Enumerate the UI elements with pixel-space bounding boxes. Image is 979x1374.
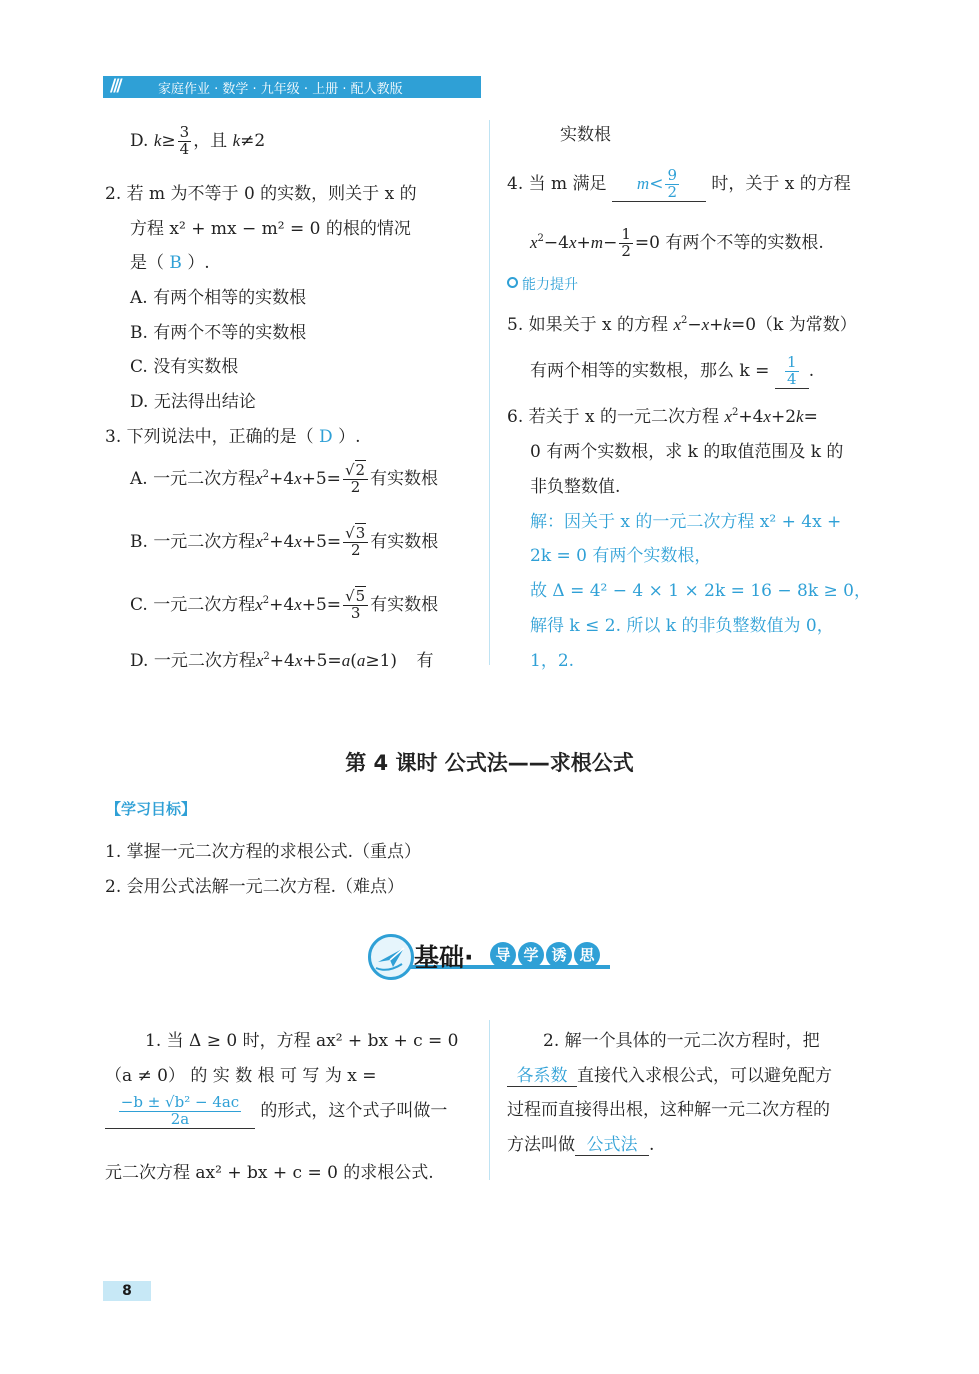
banner-plane-icon (368, 934, 414, 980)
page-number: 8 (103, 1281, 151, 1301)
basics-q2-line-2: 各系数 直接代入求根公式，可以避免配方 (507, 1061, 832, 1087)
basics-q1-line-1: 1. 当 Δ ≥ 0 时，方程 ax² + bx + c = 0 (145, 1031, 459, 1051)
q3-option-a: A. 一元二次方程$x^2+4x+5=$ $\frac{√2}{2}$ 有实数根 (130, 461, 439, 496)
circle-bullet-icon (507, 277, 518, 288)
q3-option-d: D. 一元二次方程$x^2+4x+5=a(a\ge 1)$ 有 (130, 651, 434, 671)
q4-line-1: 4. 当 m 满足 m< $\frac{9}{2}$ 时，关于 x 的方程 (507, 166, 851, 201)
q2-option-b: B. 有两个不等的实数根 (130, 323, 307, 343)
q3-option-c: C. 一元二次方程$x^2+4x+5=$ $\frac{√5}{3}$ 有实数根 (130, 587, 439, 622)
basics-q1-line-4: 元二次方程 ax² + bx + c = 0 的求根公式. (105, 1163, 434, 1183)
q2-line-2: 方程 x² + mx − m² = 0 的根的情况 (130, 219, 411, 239)
q5-answer: $\frac{1}{4}$ (775, 355, 809, 389)
q6-solution-line-1: 解：因关于 x 的一元二次方程 x² + 4x + (530, 512, 842, 532)
basics-q2-line-4: 方法叫做 公式法 . (507, 1130, 654, 1156)
q2-option-c: C. 没有实数根 (130, 357, 239, 377)
banner-char-1: 导 (490, 942, 516, 968)
q6-solution-line-4: 解得 k ≤ 2. 所以 k 的非负整数值为 0， (530, 616, 834, 636)
banner-title: 基础· (414, 943, 474, 972)
q2-option-d: D. 无法得出结论 (130, 392, 256, 412)
learning-goal-2: 2. 会用公式法解一元二次方程.（难点） (105, 877, 405, 897)
basics-q2-answer-2: 公式法 (575, 1130, 649, 1156)
basics-q2-line-3: 过程而直接得出根，这种解一元二次方程的 (507, 1100, 830, 1120)
q5-line-2: 有两个相等的实数根，那么 k = $\frac{1}{4}$ . (530, 353, 815, 388)
basics-q2-line-1: 2. 解一个具体的一元二次方程时，把 (543, 1031, 820, 1051)
q4-answer: m< $\frac{9}{2}$ (612, 168, 706, 202)
q6-line-1: 6. 若关于 x 的一元二次方程 $x^2+4x+2k=$ (507, 407, 818, 427)
q3-option-b: B. 一元二次方程$x^2+4x+5=$ $\frac{√3}{2}$ 有实数根 (130, 524, 439, 559)
lesson-title: 第 4 课时 公式法——求根公式 (345, 751, 634, 775)
q2-option-a: A. 有两个相等的实数根 (130, 288, 307, 308)
q3-stem: 3. 下列说法中，正确的是（ D ）. (105, 427, 361, 447)
q2-line-3: 是（ B ）. (130, 253, 210, 273)
q6-solution-line-3: 故 Δ = 4² − 4 × 1 × 2k = 16 − 8k ≥ 0， (530, 581, 871, 601)
q5-line-1: 5. 如果关于 x 的方程 $x^2-x+k=0(k$ 为常数） (507, 315, 857, 335)
column-divider-top (489, 120, 490, 665)
learning-goal-1: 1. 掌握一元二次方程的求根公式.（重点） (105, 842, 422, 862)
basics-q1-line-3: $\frac{\text{−b ± √b² − 4ac}}{2a}$ 的形式，这个式子叫做一 (105, 1095, 447, 1129)
header-slash-mark: /// (110, 76, 120, 96)
q6-solution-line-2: 2k = 0 有两个实数根， (530, 546, 712, 566)
banner-char-4: 思 (574, 942, 600, 968)
q6-solution-line-5: 1，2. (530, 651, 575, 671)
basics-q2-answer-1: 各系数 (507, 1061, 577, 1087)
header-title: 家庭作业 · 数学 · 九年级 · 上册 · 配人教版 (158, 82, 403, 97)
q3-d-continuation: 实数根 (560, 125, 611, 145)
q3-answer: D (319, 427, 333, 447)
banner-char-2: 学 (518, 942, 544, 968)
column-divider-bottom (489, 1020, 490, 1180)
q6-line-3: 非负整数值. (530, 477, 621, 497)
q2-answer: B (169, 253, 182, 273)
section-ability-heading: 能力提升 (507, 274, 578, 294)
q1-option-d: D. k≥ $\frac{3}{4}$ ，且 k≠2 (130, 123, 266, 158)
basics-q1-line-2: （a ≠ 0） 的 实 数 根 可 写 为 x = (105, 1066, 377, 1086)
q2-line-1: 2. 若 m 为不等于 0 的实数，则关于 x 的 (105, 184, 417, 204)
basics-q1-answer: $\frac{\text{−b ± √b² − 4ac}}{2a}$ (105, 1095, 255, 1129)
q4-line-2: $x^2-4x+m-$ $\frac{1}{2}$ =0 有两个不等的实数根. (530, 225, 824, 260)
q6-line-2: 0 有两个实数根，求 k 的取值范围及 k 的 (530, 442, 844, 462)
learning-goals-heading: 【学习目标】 (106, 800, 197, 818)
banner-char-3: 诱 (546, 942, 572, 968)
